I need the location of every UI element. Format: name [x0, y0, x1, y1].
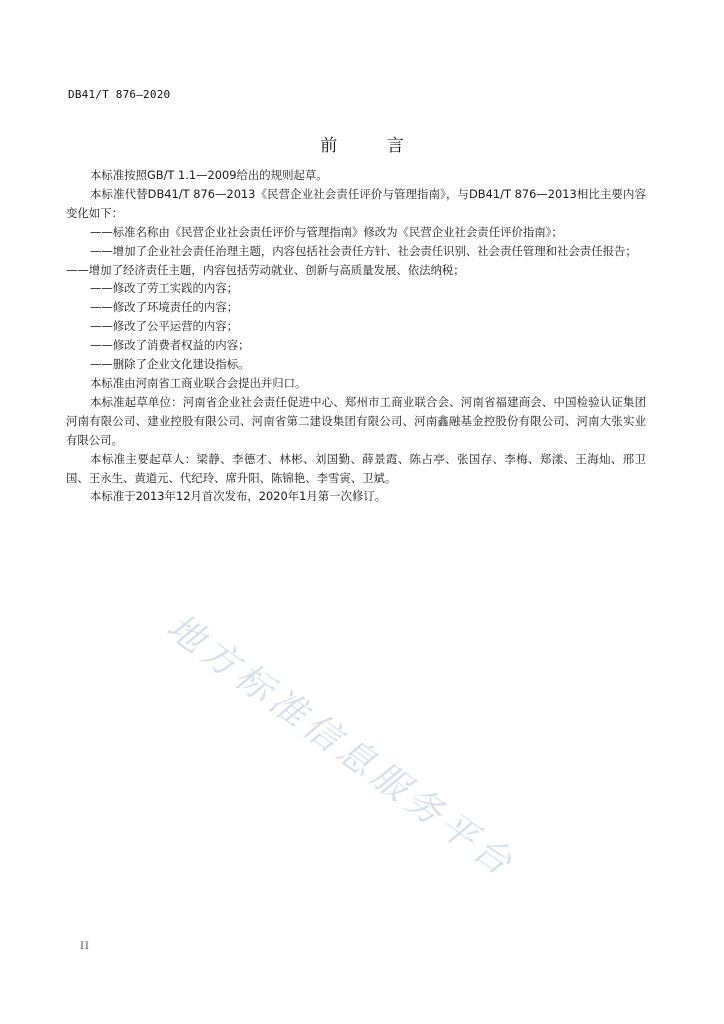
foreword-body [66, 166, 646, 506]
change-item-economic: ——增加了经济责任主题，内容包括劳动就业、创新与高质量发展、依法纳税； [66, 262, 465, 277]
change-item-labor: ——修改了劳工实践的内容； [90, 281, 239, 296]
paragraph-drafting-units: 本标准起草单位：河南省企业社会责任促进中心、郑州市工商业联合会、河南省福建商会、中国检验认证集团河南有限公司、建业控股有限公司、河南省第二建设集团有限公司、河南鑫融基金控股份有限公司、河南大张实业有限公司。 [66, 394, 646, 447]
paragraph-proposer: 本标准由河南省工商业联合会提出并归口。 [90, 375, 307, 390]
change-item-culture: ——删除了企业文化建设指标。 [90, 357, 250, 372]
page-number: II [80, 941, 90, 952]
paragraph-drafters: 本标准主要起草人：梁静、李德才、林彬、刘国勤、薛景霞、陈占亭、张国存、李梅、郑漾、王海灿、邢卫国、王永生、黄道元、代纪玲、席升阳、陈锦艳、李雪寅、卫斌。 [66, 451, 646, 485]
change-item-fair-operation: ——修改了公平运营的内容； [90, 319, 239, 334]
paragraph-drafting-rules: 本标准按照GB/T 1.1—2009给出的规则起草。 [90, 168, 328, 182]
paragraph-replacement: 本标准代替DB41/T 876—2013《民营企业社会责任评价与管理指南》，与DB41/T 876—2013相比主要内容变化如下： [66, 186, 646, 220]
paragraph-history: 本标准于2013年12月首次发布，2020年1月第一次修订。 [90, 489, 387, 504]
page-title: 前 言 [320, 136, 426, 156]
change-item-environment: ——修改了环境责任的内容； [90, 300, 239, 315]
document-code: DB41/T 876—2020 [68, 88, 171, 101]
change-item-title: ——标准名称由《民营企业社会责任评价与管理指南》修改为《民营企业社会责任评价指南》； [90, 224, 563, 239]
watermark: 地方标准信息服务平台 [159, 606, 524, 887]
change-item-governance: ——增加了企业社会责任治理主题，内容包括社会责任方针、社会责任识别、社会责任管理和社会责任报告； [90, 243, 637, 258]
change-item-consumer: ——修改了消费者权益的内容； [90, 338, 250, 353]
